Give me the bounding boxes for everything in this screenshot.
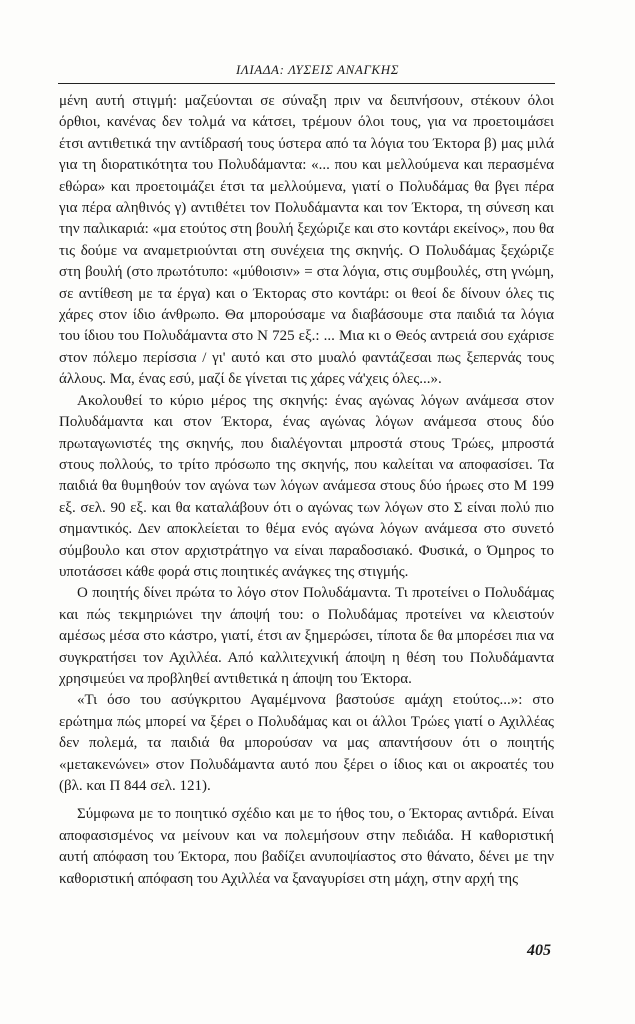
paragraph: «Τι όσο του ασύγκριτου Αγαμέμνονα βαστούσε αμάχη ετούτος...»: στο ερώτημα πώς μπορεί να ξέρει ο Πολυδάμας και οι άλλοι Τρώες γιατί ο Αχιλλέας δεν πολεμά, τα παιδιά θα μπορούσαν να μας απαντήσουν ότι ο ποιητής «μετακενώνει» στον Πολυδάμαντα αυτό που ξέρει ο ίδιος και οι ακροατές του (βλ. και Π 844 σελ. 121).	[59, 692, 554, 794]
running-head: ΙΛΙΑΔΑ: ΛΥΣΕΙΣ ΑΝΑΓΚΗΣ	[235, 62, 400, 77]
paragraph: Σύμφωνα με το ποιητικό σχέδιο και με το ήθος του, ο Έκτορας αντιδρά. Είναι αποφασισμένος να μείνουν και να πολεμήσουν στην πεδιάδα. Η καθοριστική αυτή απόφαση του Έκτορα, που βαδίζει ανυποψίαστος στο θάνατο, δένει με την καθοριστική απόφαση του Αχιλλέα να ξαναγυρίσει στη μάχη, στην αρχή της	[59, 806, 554, 887]
paragraph: Ο ποιητής δίνει πρώτα το λόγο στον Πολυδάμαντα. Τι προτείνει ο Πολυδάμας και πώς τεκμηριώνει την άποψή του: ο Πολυδάμας προτείνει να κλειστούν αμέσως μέσα στο κάστρο, γιατί, έτσι αν ξημερώσει, τίποτα δε θα μπορέσει πια να συγκρατήσει τον Αχιλλέα. Από καλλιτεχνική άποψη η θέση του Πολυδάμαντα χρησιμεύει να προβληθεί αντιθετικά η άποψη του Έκτορα.	[59, 585, 554, 687]
paragraph: Ακολουθεί το κύριο μέρος της σκηνής: ένας αγώνας λόγων ανάμεσα στον Πολυδάμαντα και στον Έκτορα, ένας αγώνας λόγων ανάμεσα στους δύο πρωταγωνιστές της σκηνής, που διαλέγονται μπροστά στους Τρώες, μπροστά στους πολλούς, το τρίτο πρόσωπο της σκηνής, που καλείται να αποφασίσει. Τα παιδιά θα θυμηθούν τον αγώνα των λόγων ανάμεσα στους δύο ήρωες στο Μ 199 εξ. σελ. 90 εξ. και θα καταλάβουν ότι ο αγώνας των λόγων στο Σ είναι πολύ πιο σημαντικός. Δεν αποκλείεται το θέμα ενός αγώνα λόγων ανάμεσα στο συνετό σύμβουλο και στον αρχιστράτηγο να είναι παραδοσιακό. Φυσικά, ο Όμηρος το υποτάσσει κάθε φορά στις ποιητικές ανάγκες της στιγμής.	[59, 392, 554, 580]
header-rule	[58, 83, 555, 84]
body-text	[59, 91, 554, 890]
paragraph: μένη αυτή στιγμή: μαζεύονται σε σύναξη πριν να δειπνήσουν, στέκουν όλοι όρθιοι, κανένας δεν τολμά να κάτσει, τρέμουν όλοι τους, για να προετοιμάσει έτσι αντιθετικά την αντίδρασή τους ύστερα από τα λόγια του Έκτορα β) μας μιλά για τη διορατικότητα του Πολυδάμαντα: «... που και μελλούμενα και περασμένα εθώρα» και προετοιμάζει έτσι τα μελλούμενα, γιατί ο Πολυδάμας θα βγει πέρα για πέρα αληθινός γ) αντιθέτει τον Πολυδάμαντα και τον Έκτορα, τη σύνεση και την παλικαριά: «μα ετούτος στη βουλή ξεχώριζε και στο κοντάρι εκείνος», που θα τις δούμε να αναμετριούνται στη συνέχεια της σκηνής. Ο Πολυδάμας ξεχώριζε στη βουλή (στο πρωτότυπο: «μύθοισιν» = στα λόγια, στις συμβουλές, στη γνώμη, σε αντίθεση με τα έργα) και ο Έκτορας στο κοντάρι: οι θεοί δε δίνουν όλες τις χάρες στον ίδιο άνθρωπο. Θα μπορούσαμε να διαβάσουμε στα παιδιά τα λόγια του ίδιου του Πολυδάμαντα στο Ν 725 εξ.: ... Μια κι ο Θεός αντρειά σου εχάρισε στον πόλεμο περίσσια / γι' αυτό και στο μυαλό φαντάζεσαι πως ξεπερνάς τους άλλους. Μα, ένας εσύ, μαζί δε γίνεται τις χάρες νά'χεις όλες...».	[59, 93, 554, 388]
page-number: 405	[527, 942, 551, 959]
